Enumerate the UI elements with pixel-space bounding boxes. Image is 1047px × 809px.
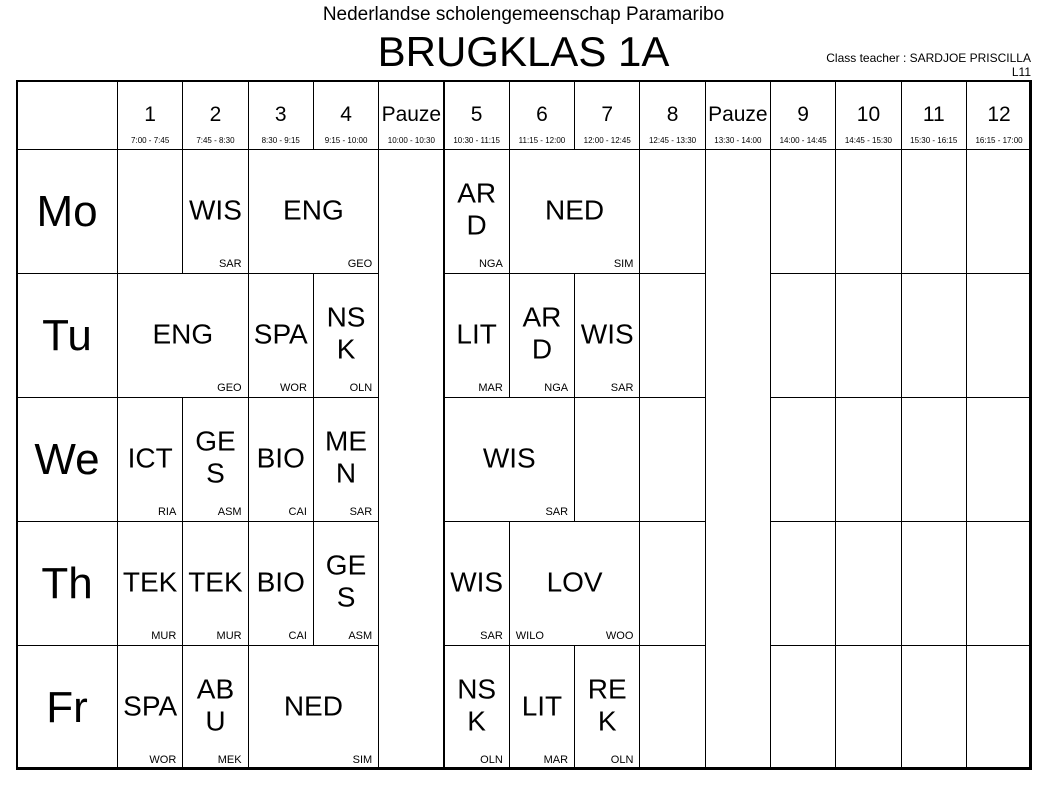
empty-slot	[639, 521, 705, 646]
lesson-subject: LOV	[546, 566, 603, 598]
lesson-cell	[574, 645, 640, 770]
empty-slot	[639, 149, 705, 274]
lesson-cell	[509, 645, 575, 770]
period-label: 5	[470, 103, 483, 126]
lesson-cell	[182, 149, 248, 274]
period-label: Pauze	[708, 103, 768, 126]
period-label: 10	[856, 103, 881, 126]
lesson-subject: NED	[545, 194, 605, 226]
period-label: 6	[536, 103, 548, 126]
lesson-subject: TEK	[188, 566, 243, 598]
lesson-subject: ENG	[152, 318, 214, 350]
day-label-we: We	[16, 397, 118, 522]
lesson-teacher: OLN	[349, 382, 373, 394]
lesson-cell	[248, 149, 380, 274]
lesson-subject: ARD	[457, 176, 497, 240]
empty-slot	[770, 273, 836, 398]
lesson-teacher: ASM	[348, 630, 373, 642]
lesson-teacher: NGA	[544, 382, 569, 394]
lesson-subject: WIS	[189, 194, 242, 226]
empty-slot	[117, 149, 183, 274]
lesson-subject: ABU	[196, 672, 235, 736]
lesson-teacher: SIM	[613, 258, 634, 270]
lesson-subject: WIS	[580, 318, 634, 350]
period-label: Pauze	[381, 103, 442, 126]
period-time: 10:00 - 10:30	[387, 136, 435, 145]
lesson-subject: LIT	[521, 690, 563, 722]
lesson-teacher: OLN	[610, 754, 634, 766]
lesson-subject: LIT	[456, 318, 497, 350]
class-teacher: Class teacher : SARDJOE PRISCILLA	[826, 51, 1031, 65]
period-time: 12:00 - 12:45	[583, 136, 631, 145]
empty-slot	[901, 521, 967, 646]
lesson-cell	[444, 149, 510, 274]
lesson-teacher-secondary: WILO	[515, 630, 544, 642]
period-time: 10:30 - 11:15	[453, 136, 500, 145]
period-header	[770, 80, 836, 150]
empty-slot	[966, 149, 1032, 274]
pause-header	[378, 80, 444, 150]
lesson-subject: WIS	[450, 566, 504, 598]
period-header	[574, 80, 640, 150]
lesson-cell	[182, 397, 248, 522]
period-header	[966, 80, 1032, 150]
lesson-teacher: OLN	[480, 754, 503, 766]
lesson-teacher: MEK	[217, 754, 242, 766]
lesson-teacher: SAR	[349, 506, 373, 518]
lesson-cell	[509, 521, 641, 646]
day-label-fr: Fr	[16, 645, 118, 770]
pause-header	[705, 80, 771, 150]
lesson-cell	[509, 273, 575, 398]
lesson-subject: NSK	[457, 672, 497, 736]
lesson-teacher: GEO	[347, 258, 373, 270]
lesson-cell	[574, 273, 640, 398]
lesson-subject: ENG	[283, 194, 344, 226]
lesson-cell	[182, 645, 248, 770]
lesson-subject: ARD	[522, 300, 562, 364]
period-time: 7:45 - 8:30	[196, 136, 235, 145]
period-time: 9:15 - 10:00	[324, 136, 368, 145]
lesson-cell	[117, 645, 183, 770]
period-label: 2	[209, 103, 222, 126]
period-time: 12:45 - 13:30	[648, 136, 697, 145]
corner-cell	[16, 80, 118, 150]
period-header	[509, 80, 575, 150]
period-label: 8	[666, 103, 679, 126]
lesson-teacher: RIA	[157, 506, 177, 518]
day-label-tu: Tu	[16, 273, 118, 398]
lesson-cell	[117, 521, 183, 646]
lesson-subject: BIO	[256, 442, 305, 474]
period-time: 14:45 - 15:30	[844, 136, 893, 145]
period-time: 11:15 - 12:00	[518, 136, 566, 145]
lesson-subject: NED	[283, 690, 343, 722]
empty-slot	[835, 149, 901, 274]
lesson-teacher: WOR	[149, 754, 177, 766]
empty-slot	[639, 397, 705, 522]
lesson-cell	[444, 645, 510, 770]
lesson-cell	[444, 521, 510, 646]
lesson-subject: SPA	[123, 690, 178, 722]
lesson-teacher: WOR	[280, 382, 307, 394]
empty-slot	[966, 273, 1032, 398]
lesson-teacher: MAR	[478, 382, 503, 394]
lesson-subject: ICT	[127, 442, 173, 474]
empty-slot	[835, 273, 901, 398]
pause-column	[378, 149, 444, 770]
empty-slot	[770, 645, 836, 770]
lesson-cell	[313, 397, 379, 522]
period-header	[182, 80, 248, 150]
lesson-teacher: NGA	[478, 258, 503, 270]
period-label: 4	[340, 103, 352, 126]
lesson-subject: WIS	[482, 442, 536, 474]
empty-slot	[574, 397, 640, 522]
day-label-th: Th	[16, 521, 118, 646]
lesson-teacher: ASM	[217, 506, 242, 518]
period-label: 7	[601, 103, 614, 126]
lesson-cell	[182, 521, 248, 646]
lesson-cell	[117, 273, 249, 398]
lesson-subject: REK	[587, 672, 627, 736]
lesson-subject: BIO	[256, 566, 305, 598]
empty-slot	[901, 273, 967, 398]
lesson-teacher: SAR	[480, 630, 503, 642]
lesson-subject: SPA	[253, 318, 308, 350]
lesson-cell	[248, 645, 380, 770]
empty-slot	[966, 645, 1032, 770]
lesson-teacher: SIM	[352, 754, 373, 766]
empty-slot	[966, 521, 1032, 646]
period-time: 13:30 - 14:00	[714, 136, 762, 145]
lesson-subject: TEK	[122, 566, 178, 598]
lesson-teacher: MUR	[216, 630, 242, 642]
lesson-teacher: CAI	[288, 630, 307, 642]
empty-slot	[835, 645, 901, 770]
empty-slot	[835, 397, 901, 522]
empty-slot	[639, 645, 705, 770]
empty-slot	[770, 149, 836, 274]
lesson-cell	[444, 273, 510, 398]
period-time: 8:30 - 9:15	[261, 136, 300, 145]
empty-slot	[639, 273, 705, 398]
lesson-teacher: SAR	[218, 258, 242, 270]
empty-slot	[835, 521, 901, 646]
lesson-subject: GES	[325, 548, 367, 612]
period-label: 9	[797, 103, 809, 126]
empty-slot	[901, 397, 967, 522]
lesson-subject: GES	[195, 424, 236, 488]
period-time: 14:00 - 14:45	[779, 136, 827, 145]
lesson-cell	[117, 397, 183, 522]
period-label: 12	[987, 103, 1011, 126]
empty-slot	[770, 521, 836, 646]
day-label-mo: Mo	[16, 149, 118, 274]
empty-slot	[901, 645, 967, 770]
empty-slot	[901, 149, 967, 274]
lesson-teacher: WOO	[605, 630, 634, 642]
lesson-teacher: MAR	[543, 754, 569, 766]
school-name: Nederlandse scholengemeenschap Paramaribo	[322, 4, 725, 25]
period-time: 7:00 - 7:45	[131, 136, 170, 145]
lesson-teacher: SAR	[610, 382, 634, 394]
class-title: BRUGKLAS 1A	[377, 28, 670, 75]
lesson-teacher: CAI	[288, 506, 307, 518]
lesson-cell	[248, 397, 314, 522]
lesson-teacher: GEO	[217, 382, 242, 394]
period-time: 16:15 - 17:00	[975, 136, 1023, 145]
period-time: 15:30 - 16:15	[910, 136, 958, 145]
period-header	[901, 80, 967, 150]
lesson-cell	[313, 521, 379, 646]
lesson-teacher: MUR	[151, 630, 177, 642]
empty-slot	[966, 397, 1032, 522]
empty-slot	[770, 397, 836, 522]
lesson-cell	[248, 273, 314, 398]
lesson-cell	[248, 521, 314, 646]
period-header	[444, 80, 510, 150]
lesson-teacher: SAR	[545, 506, 569, 518]
lesson-cell	[444, 397, 576, 522]
period-header	[835, 80, 901, 150]
lesson-cell	[313, 273, 379, 398]
period-header	[639, 80, 705, 150]
lesson-subject: MEN	[325, 424, 368, 488]
period-label: 1	[144, 103, 156, 126]
pause-column	[705, 149, 771, 770]
period-header	[117, 80, 183, 150]
period-label: 11	[922, 103, 945, 126]
period-header	[313, 80, 379, 150]
period-header	[248, 80, 314, 150]
lesson-cell	[509, 149, 641, 274]
room-label: L11	[1011, 65, 1031, 79]
lesson-subject: NSK	[326, 300, 366, 364]
period-label: 3	[274, 103, 287, 126]
